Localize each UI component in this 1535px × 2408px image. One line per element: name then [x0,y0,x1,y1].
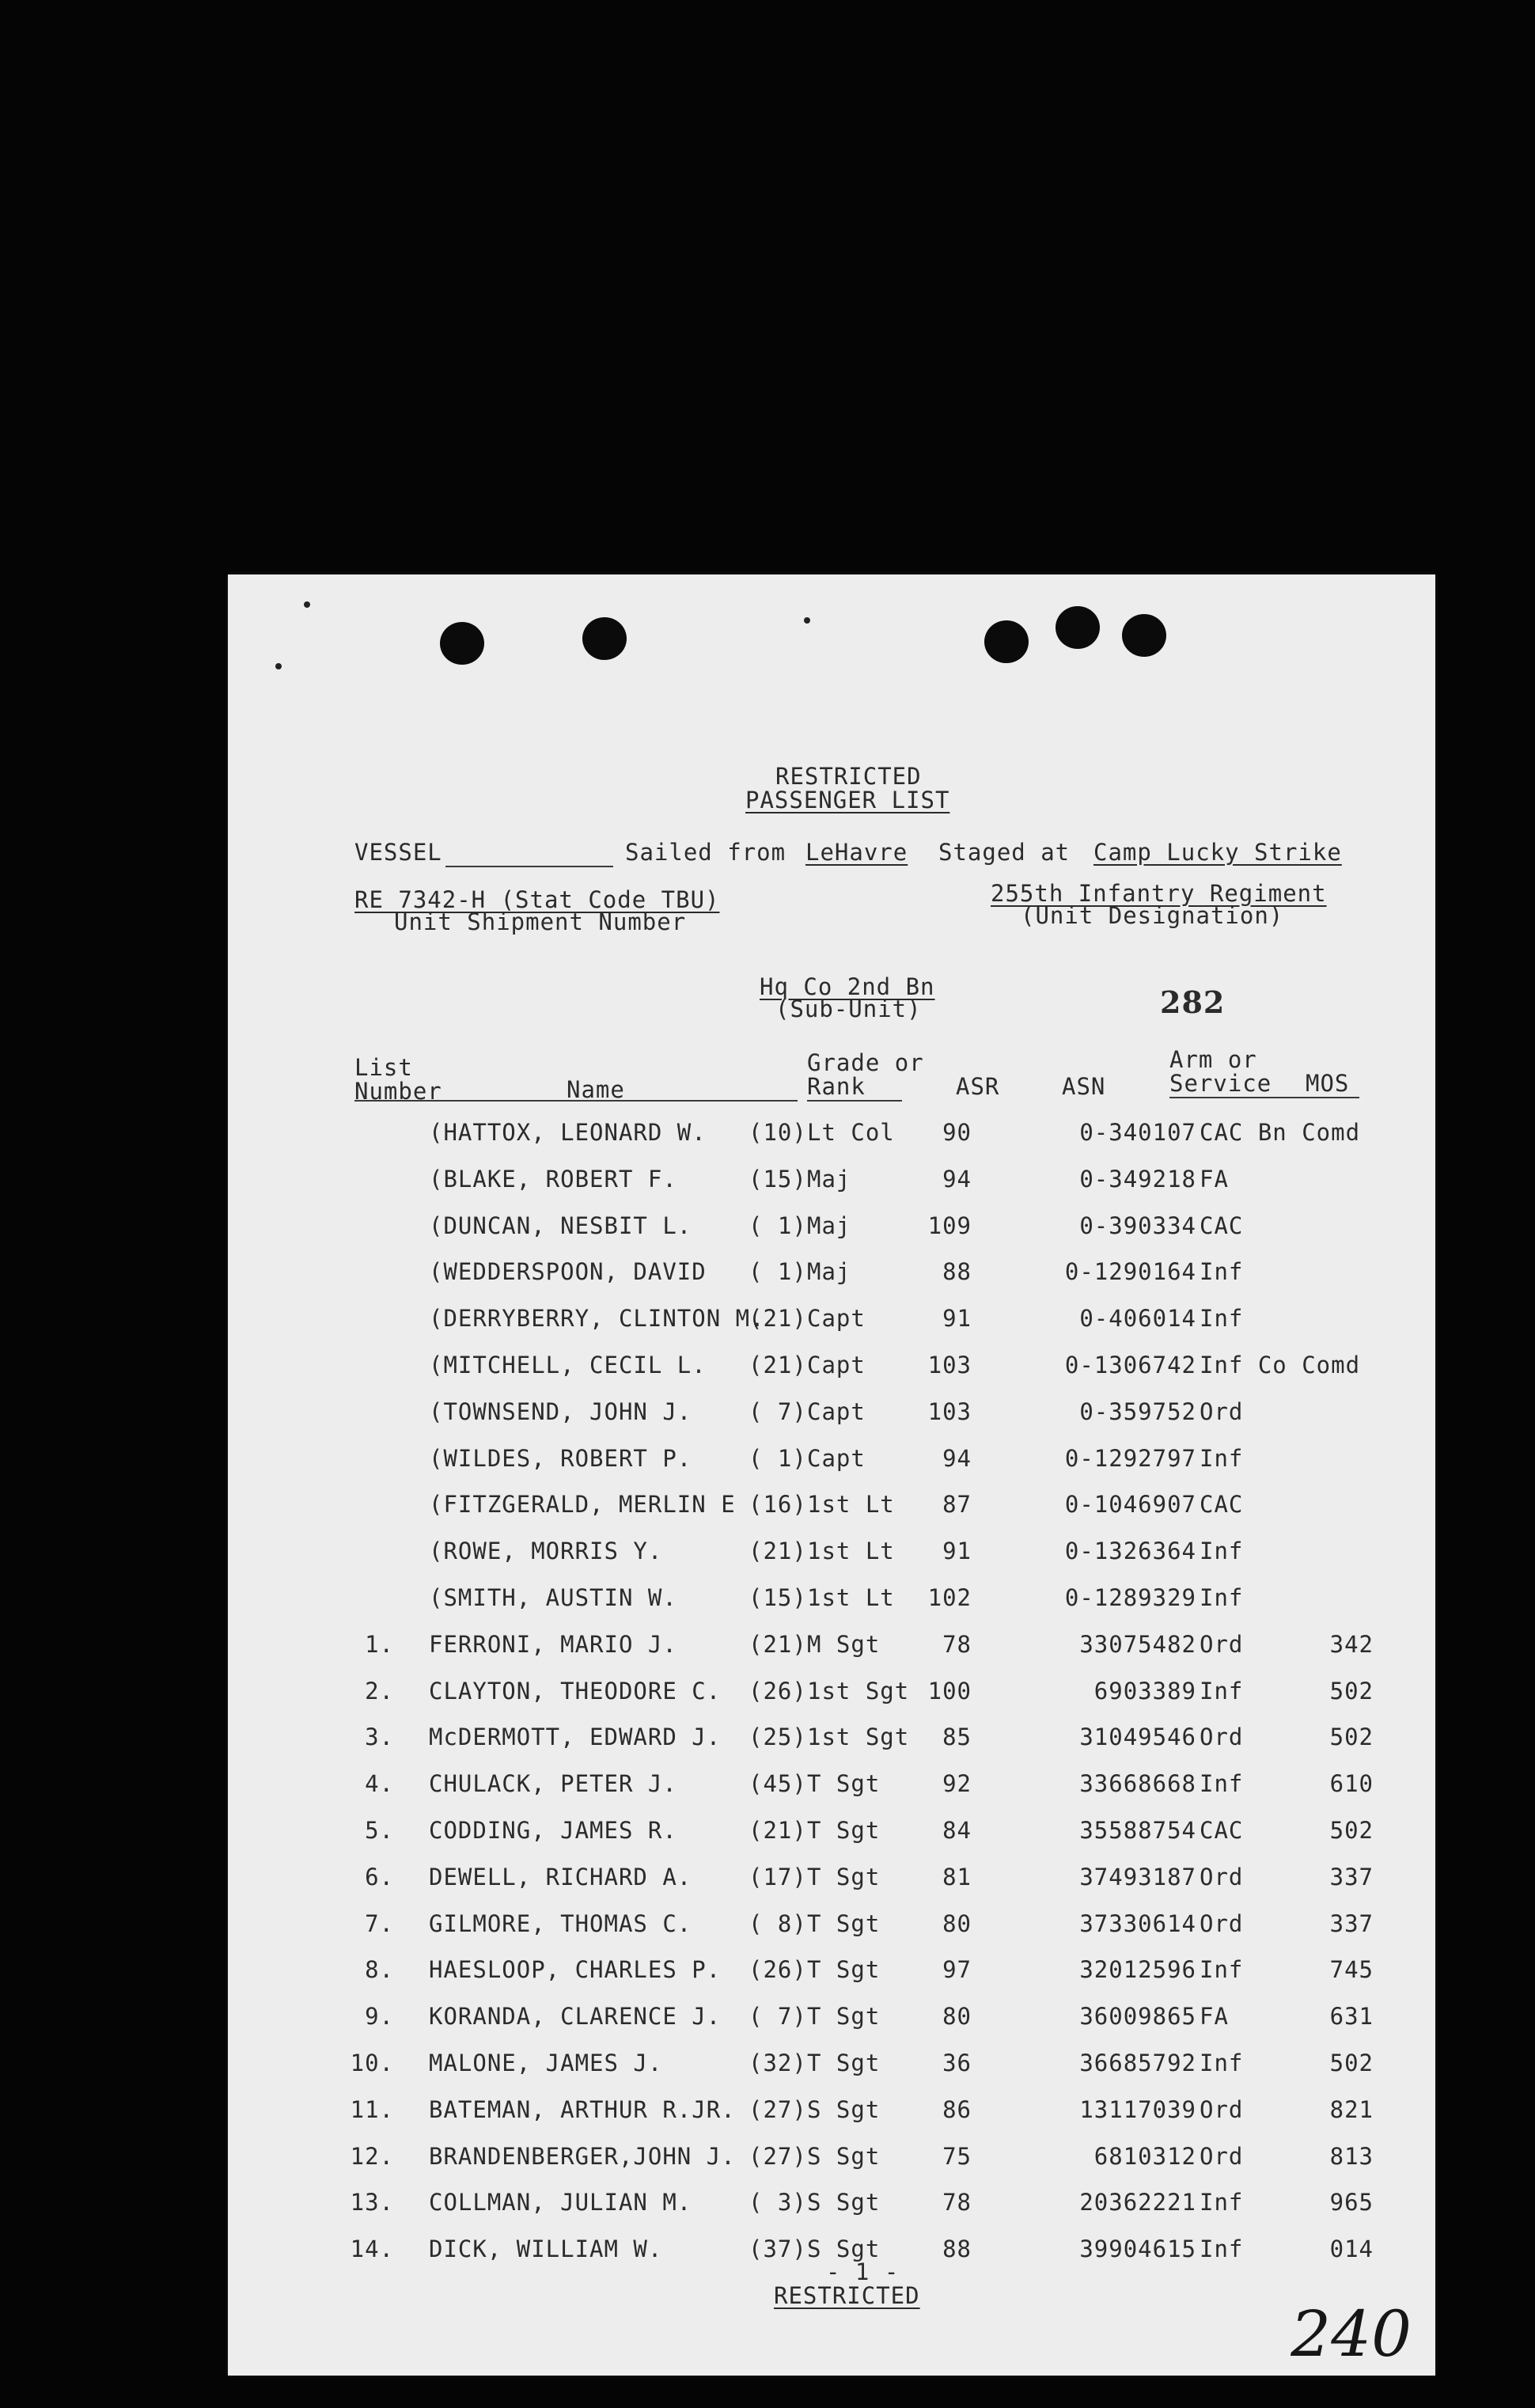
col-arm: Arm or [1169,1046,1257,1073]
mos-code: 502 [1329,1724,1374,1751]
serial-number: 31049546 [1079,1724,1196,1751]
arm-service: Inf [1200,1677,1244,1705]
passenger-list-page [228,575,1435,2376]
passenger-name: (HATTOX, LEONARD W. [429,1119,707,1146]
arm-service: Ord [1200,1863,1244,1890]
arm-service: Ord [1200,1724,1244,1751]
serial-number: 37493187 [1079,1863,1196,1890]
passenger-name: (DERRYBERRY, CLINTON M. [429,1305,765,1333]
passenger-name: COLLMAN, JULIAN M. [429,2189,692,2216]
list-number: 6. [365,1863,394,1890]
group-code: ( 1) [749,1212,807,1239]
list-number: 2. [365,1677,394,1705]
sailed-label: Sailed from [625,839,786,866]
sailed-port: LeHavre [805,839,908,866]
asr-score: 97 [942,1956,972,1984]
serial-number: 35588754 [1079,1817,1196,1844]
group-code: (15) [749,1165,807,1193]
vessel-label: VESSEL [354,839,442,866]
asr-score: 80 [942,1909,972,1937]
table-row [228,1910,1435,1956]
grade-rank: Maj [807,1258,851,1286]
list-number: 1. [365,1630,394,1658]
mos-code: 965 [1329,2189,1374,2216]
table-row [228,2189,1435,2235]
table-row [228,2003,1435,2049]
paper-speck [304,601,310,608]
list-number: 7. [365,1909,394,1937]
group-code: (21) [749,1305,807,1333]
grade-rank: Capt [807,1305,866,1333]
group-code: (21) [749,1630,807,1658]
header-rule [354,1100,798,1102]
arm-service: Inf [1200,1956,1244,1984]
grade-rank: T Sgt [807,1770,881,1798]
arm-service: Ord [1200,1397,1244,1425]
group-code: ( 8) [749,1909,807,1937]
group-code: (26) [749,1956,807,1984]
list-number: 4. [365,1770,394,1798]
punch-hole [984,620,1029,663]
passenger-name: HAESLOOP, CHARLES P. [429,1956,722,1984]
serial-number: 39904615 [1079,2235,1196,2263]
grade-rank: T Sgt [807,1817,881,1844]
asr-score: 81 [942,1863,972,1890]
group-code: ( 7) [749,1397,807,1425]
paper-speck [804,617,810,624]
paper-speck [275,663,282,669]
grade-rank: 1st Sgt [807,1724,910,1751]
grade-rank: M Sgt [807,1630,881,1658]
serial-number: 0-1289329 [1064,1584,1196,1611]
grade-rank: Capt [807,1444,866,1472]
serial-number: 0-1292797 [1064,1444,1196,1472]
passenger-name: CHULACK, PETER J. [429,1770,677,1798]
table-row [228,1352,1435,1397]
sub-unit-caption: (Sub-Unit) [775,995,922,1022]
asr-score: 84 [942,1817,972,1844]
asr-score: 103 [927,1352,972,1378]
table-row [228,1864,1435,1909]
passenger-name: CODDING, JAMES R. [429,1817,677,1844]
header-rule [1169,1097,1359,1098]
sheet-number: 282 [1160,984,1226,1020]
group-code: (27) [749,2095,807,2123]
passenger-name: (ROWE, MORRIS Y. [429,1538,663,1565]
col-asn: ASN [1062,1073,1106,1100]
serial-number: 0-359752 [1079,1397,1196,1425]
table-row [228,2096,1435,2142]
table-row [228,1817,1435,1863]
classification-bottom: RESTRICTED [774,2282,920,2309]
arm-service: Inf Co Comd [1200,1352,1361,1378]
passenger-name: FERRONI, MARIO J. [429,1630,677,1658]
asr-score: 92 [942,1770,972,1798]
document-title: PASSENGER LIST [745,787,950,813]
passenger-name: DICK, WILLIAM W. [429,2235,663,2263]
vessel-blank-line [445,866,613,867]
punch-hole [1122,614,1166,657]
group-code: (17) [749,1863,807,1890]
grade-rank: T Sgt [807,1956,881,1984]
unit-designation: 255th Infantry Regiment [991,880,1327,907]
handwritten-note: 240 [1291,2297,1412,2371]
asr-score: 94 [942,1444,972,1472]
arm-service: Ord [1200,2095,1244,2123]
arm-service: Inf [1200,1770,1244,1798]
table-row [228,1166,1435,1212]
punch-hole [582,617,627,660]
table-row [228,1258,1435,1304]
passenger-name: CLAYTON, THEODORE C. [429,1677,722,1705]
asr-score: 75 [942,2142,972,2170]
list-number: 12. [350,2142,394,2170]
group-code: (21) [749,1538,807,1565]
staged-label: Staged at [938,839,1071,866]
table-row [228,1724,1435,1769]
unit-designation-caption: (Unit Designation) [1021,902,1284,929]
list-number: 8. [365,1956,394,1984]
mos-code: 014 [1329,2235,1374,2263]
header-rule [807,1100,902,1102]
table-row [228,2143,1435,2189]
group-code: (27) [749,2142,807,2170]
passenger-name: KORANDA, CLARENCE J. [429,2003,722,2031]
passenger-name: (FITZGERALD, MERLIN E [429,1491,736,1519]
table-row [228,2050,1435,2095]
classification-top: RESTRICTED [775,763,922,790]
serial-number: 0-1306742 [1064,1352,1196,1378]
passenger-name: MALONE, JAMES J. [429,2050,663,2076]
grade-rank: T Sgt [807,1909,881,1937]
asr-score: 85 [942,1724,972,1751]
punch-hole [1056,606,1100,649]
serial-number: 6810312 [1093,2142,1196,2170]
asr-score: 94 [942,1165,972,1193]
group-code: (32) [749,2050,807,2076]
col-name: Name [567,1076,625,1103]
arm-service: Ord [1200,2142,1244,2170]
passenger-name: DEWELL, RICHARD A. [429,1863,692,1890]
arm-service: Inf [1200,1444,1244,1472]
passenger-name: (MITCHELL, CECIL L. [429,1352,707,1378]
arm-service: FA [1200,2003,1229,2031]
grade-rank: 1st Sgt [807,1677,910,1705]
arm-service: Inf [1200,1305,1244,1333]
col-list-number: Number [354,1078,442,1105]
grade-rank: T Sgt [807,1863,881,1890]
mos-code: 342 [1329,1630,1374,1658]
group-code: (45) [749,1770,807,1798]
mos-code: 813 [1329,2142,1374,2170]
arm-service: Inf [1200,1538,1244,1565]
col-arm: Service [1169,1070,1272,1097]
table-row [228,1445,1435,1491]
mos-code: 502 [1329,1817,1374,1844]
table-row [228,1956,1435,2002]
serial-number: 32012596 [1079,1956,1196,1984]
mos-code: 631 [1329,2003,1374,2031]
asr-score: 109 [927,1212,972,1239]
list-number: 5. [365,1817,394,1844]
unit-shipment-number: RE 7342-H (Stat Code TBU) [354,886,720,913]
arm-service: Inf [1200,1584,1244,1611]
asr-score: 91 [942,1538,972,1565]
asr-score: 36 [942,2050,972,2076]
grade-rank: 1st Lt [807,1491,895,1519]
list-number: 11. [350,2095,394,2123]
table-row [228,1538,1435,1583]
mos-code: 610 [1329,1770,1374,1798]
table-row [228,1212,1435,1258]
arm-service: Ord [1200,1630,1244,1658]
col-grade: Rank [807,1073,866,1100]
serial-number: 36009865 [1079,2003,1196,2031]
table-row [228,1119,1435,1165]
grade-rank: Maj [807,1165,851,1193]
group-code: (26) [749,1677,807,1705]
passenger-name: (BLAKE, ROBERT F. [429,1165,677,1193]
grade-rank: Capt [807,1397,866,1425]
list-number: 3. [365,1724,394,1751]
asr-score: 86 [942,2095,972,2123]
mos-code: 337 [1329,1909,1374,1937]
grade-rank: T Sgt [807,2003,881,2031]
grade-rank: 1st Lt [807,1538,895,1565]
serial-number: 0-349218 [1079,1165,1196,1193]
grade-rank: Lt Col [807,1119,895,1146]
group-code: (37) [749,2235,807,2263]
passenger-name: (DUNCAN, NESBIT L. [429,1212,692,1239]
arm-service: CAC [1200,1212,1244,1239]
serial-number: 33668668 [1079,1770,1196,1798]
group-code: (21) [749,1817,807,1844]
col-grade: Grade or [807,1049,924,1076]
grade-rank: S Sgt [807,2189,881,2216]
asr-score: 88 [942,1258,972,1286]
arm-service: CAC [1200,1817,1244,1844]
asr-score: 88 [942,2235,972,2263]
passenger-name: (SMITH, AUSTIN W. [429,1584,677,1611]
mos-code: 821 [1329,2095,1374,2123]
group-code: (16) [749,1491,807,1519]
serial-number: 20362221 [1079,2189,1196,2216]
asr-score: 102 [927,1584,972,1611]
list-number: 13. [350,2189,394,2216]
grade-rank: Capt [807,1352,866,1378]
serial-number: 13117039 [1079,2095,1196,2123]
grade-rank: S Sgt [807,2235,881,2263]
table-row [228,1305,1435,1351]
passenger-name: (WILDES, ROBERT P. [429,1444,692,1472]
grade-rank: S Sgt [807,2142,881,2170]
punch-hole [440,622,484,665]
serial-number: 0-1326364 [1064,1538,1196,1565]
table-row [228,1398,1435,1444]
asr-score: 80 [942,2003,972,2031]
asr-score: 91 [942,1305,972,1333]
list-number: 14. [350,2235,394,2263]
serial-number: 0-406014 [1079,1305,1196,1333]
group-code: ( 7) [749,2003,807,2031]
group-code: ( 3) [749,2189,807,2216]
asr-score: 103 [927,1397,972,1425]
arm-service: FA [1200,1165,1229,1193]
serial-number: 37330614 [1079,1909,1196,1937]
table-row [228,1584,1435,1630]
passenger-name: BRANDENBERGER,JOHN J. [429,2142,736,2170]
arm-service: Inf [1200,1258,1244,1286]
sub-unit: Hq Co 2nd Bn [760,973,935,1000]
passenger-name: BATEMAN, ARTHUR R.JR. [429,2095,736,2123]
arm-service: Inf [1200,2235,1244,2263]
grade-rank: T Sgt [807,2050,881,2076]
serial-number: 6903389 [1093,1677,1196,1705]
asr-score: 100 [927,1677,972,1705]
asr-score: 78 [942,2189,972,2216]
passenger-name: McDERMOTT, EDWARD J. [429,1724,722,1751]
serial-number: 0-1046907 [1064,1491,1196,1519]
serial-number: 0-1290164 [1064,1258,1196,1286]
passenger-name: (TOWNSEND, JOHN J. [429,1397,692,1425]
list-number: 10. [350,2050,394,2076]
list-number: 9. [365,2003,394,2031]
grade-rank: Maj [807,1212,851,1239]
arm-service: Ord [1200,1909,1244,1937]
passenger-name: GILMORE, THOMAS C. [429,1909,692,1937]
grade-rank: S Sgt [807,2095,881,2123]
mos-code: 745 [1329,1956,1374,1984]
serial-number: 0-390334 [1079,1212,1196,1239]
group-code: (25) [749,1724,807,1751]
col-mos: MOS [1306,1070,1350,1097]
table-row [228,1491,1435,1537]
group-code: ( 1) [749,1444,807,1472]
asr-score: 78 [942,1630,972,1658]
asr-score: 87 [942,1491,972,1519]
group-code: (15) [749,1584,807,1611]
grade-rank: 1st Lt [807,1584,895,1611]
asr-score: 90 [942,1119,972,1146]
table-row [228,1678,1435,1724]
staged-place: Camp Lucky Strike [1093,839,1342,866]
mos-code: 337 [1329,1863,1374,1890]
group-code: ( 1) [749,1258,807,1286]
page-number: - 1 - [826,2258,900,2285]
serial-number: 33075482 [1079,1630,1196,1658]
mos-code: 502 [1329,1677,1374,1705]
col-list-number: List [354,1054,413,1081]
table-row [228,1631,1435,1677]
arm-service: CAC [1200,1491,1244,1519]
table-row [228,1770,1435,1816]
passenger-name: (WEDDERSPOON, DAVID [429,1258,707,1286]
arm-service: Inf [1200,2189,1244,2216]
unit-shipment-caption: Unit Shipment Number [394,908,687,935]
serial-number: 36685792 [1079,2050,1196,2076]
serial-number: 0-340107 [1079,1119,1196,1146]
mos-code: 502 [1329,2050,1374,2076]
group-code: (21) [749,1352,807,1378]
group-code: (10) [749,1119,807,1146]
col-asr: ASR [956,1073,1000,1100]
arm-service: CAC Bn Comd [1200,1119,1361,1146]
arm-service: Inf [1200,2050,1244,2076]
